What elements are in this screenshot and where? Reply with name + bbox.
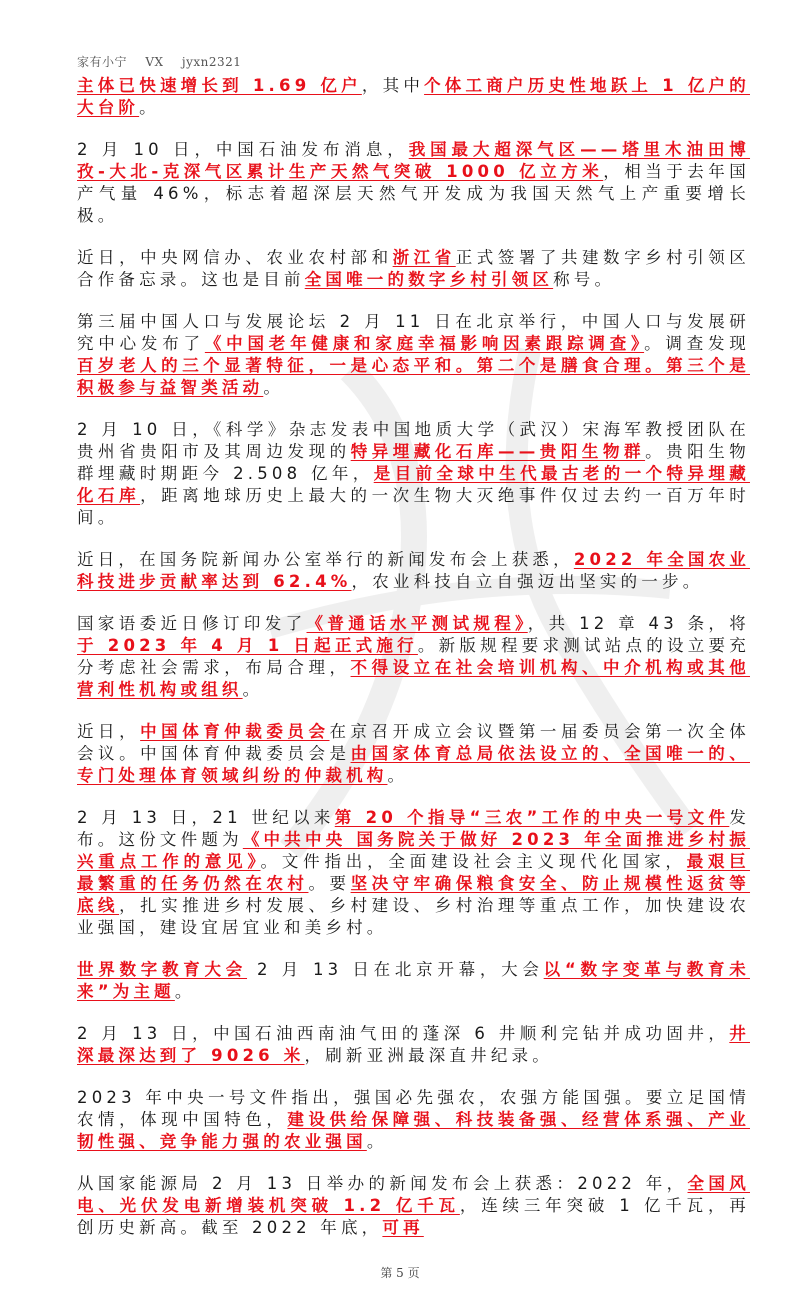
news-paragraph bbox=[77, 549, 750, 593]
highlighted-key-point: 百岁老人的三个显著特征，一是心态平和。第二个是膳食合理。第三个是积极参与益智类活动 bbox=[77, 356, 750, 397]
highlighted-key-point: 于 2023 年 4 月 1 日起正式施行 bbox=[77, 636, 418, 655]
news-paragraph bbox=[77, 419, 750, 529]
paragraph-text: 从国家能源局 2 月 13 日举办的新闻发布会上获悉：2022 年， bbox=[77, 1174, 688, 1193]
news-paragraph bbox=[77, 1173, 750, 1239]
highlighted-key-point: 中国体育仲裁委员会 bbox=[140, 722, 330, 741]
highlighted-key-point: 不得设立在社会培训机构、中介机构或其他营利性机构或组织 bbox=[77, 658, 750, 699]
highlighted-key-point: 《中国老年健康和家庭幸福影响因素跟踪调查》 bbox=[204, 334, 645, 353]
paragraph-text: 发布。这份文件题为 bbox=[77, 808, 751, 849]
news-paragraph bbox=[77, 613, 750, 701]
highlighted-key-point: 第 20 个指导“三农”工作的中央一号文件 bbox=[334, 808, 730, 827]
paragraph-text: 正式签署了共建数字乡村引领区合作备忘录。这也是目前 bbox=[77, 248, 750, 289]
highlighted-key-point: 《中共中央 国务院关于做好 2023 年全面推进乡村振兴重点工作的意见》 bbox=[77, 830, 750, 871]
paragraph-text: 。 bbox=[174, 982, 196, 1001]
paragraph-text: 2023 年中央一号文件指出，强国必先强农，农强方能国强。要立足国情农情，体现中国特色， bbox=[77, 1088, 750, 1129]
highlighted-key-point: 主体已快速增长到 1.69 亿户 bbox=[77, 76, 362, 95]
highlighted-key-point: 井深最深达到了 9026 米 bbox=[77, 1024, 750, 1065]
news-paragraph bbox=[77, 1023, 750, 1067]
highlighted-key-point: 浙江省 bbox=[392, 248, 456, 267]
paragraph-text: ，相当于去年国产气量 46%，标志着超深层天然气开发成为我国天然气上产重要增长极。 bbox=[77, 162, 750, 225]
highlighted-key-point: 全国唯一的数字乡村引领区 bbox=[304, 270, 554, 289]
paragraph-text: 。 bbox=[387, 766, 409, 785]
page-number: 第 5 页 bbox=[380, 1266, 420, 1280]
header-author: 家有小宁 bbox=[77, 55, 128, 69]
highlighted-key-point: 建设供给保障强、科技装备强、经营体系强、产业韧性强、竞争能力强的农业强国 bbox=[77, 1110, 750, 1151]
paragraph-text: 2 月 13 日，21 世纪以来 bbox=[77, 808, 335, 827]
paragraph-text: 2 月 13 日在北京开幕，大会 bbox=[247, 960, 544, 979]
paragraph-text: 。 bbox=[263, 378, 285, 397]
highlighted-key-point: 特异埋藏化石库——贵阳生物群 bbox=[350, 442, 646, 461]
paragraph-text: 2 月 10 日，中国石油发布消息， bbox=[77, 140, 409, 159]
paragraph-text: ，共 12 章 43 条，将 bbox=[527, 614, 750, 633]
paragraph-text: 。调查发现 bbox=[644, 334, 751, 353]
header-vx-label: VX bbox=[145, 55, 164, 69]
highlighted-key-point: 《普通话水平测试规程》 bbox=[306, 614, 528, 633]
highlighted-key-point: 2022 年全国农业科技进步贡献率达到 62.4% bbox=[77, 550, 750, 591]
news-paragraph bbox=[77, 1087, 750, 1153]
news-paragraph bbox=[77, 311, 750, 399]
news-paragraph bbox=[77, 139, 750, 227]
document-body bbox=[77, 75, 750, 1239]
news-paragraph bbox=[77, 807, 750, 939]
paragraph-text: 2 月 10 日，《科学》杂志发表中国地质大学（武汉）宋海军教授团队在贵州省贵阳市及其周边发现的 bbox=[77, 420, 750, 461]
paragraph-text: 称号。 bbox=[553, 270, 616, 289]
paragraph-text: 近日，在国务院新闻办公室举行的新闻发布会上获悉， bbox=[77, 550, 574, 569]
paragraph-text: 近日，中央网信办、农业农村部和 bbox=[77, 248, 393, 267]
highlighted-key-point: 个体工商户历史性地跃上 1 亿户的大台阶 bbox=[77, 76, 750, 117]
paragraph-text: 。新版规程要求测试站点的设立要充分考虑社会需求，布局合理， bbox=[77, 636, 750, 677]
paragraph-text: ，刷新亚洲最深直井纪录。 bbox=[304, 1046, 553, 1065]
highlighted-key-point: 世界数字教育大会 bbox=[77, 960, 248, 979]
highlighted-key-point: 最艰巨最繁重的任务仍然在农村 bbox=[77, 852, 751, 893]
paragraph-text: 。 bbox=[366, 1132, 388, 1151]
paragraph-text: 国家语委近日修订印发了 bbox=[77, 614, 307, 633]
news-paragraph bbox=[77, 959, 750, 1003]
header-vx-id: jyxn2321 bbox=[181, 55, 242, 69]
news-paragraph bbox=[77, 721, 750, 787]
paragraph-text: 。要 bbox=[308, 874, 351, 893]
paragraph-text: ，距离地球历史上最大的一次生物大灭绝事件仅过去约一百万年时间。 bbox=[77, 486, 750, 527]
highlighted-key-point: 以“数字变革与教育未来”为主题 bbox=[77, 960, 750, 1001]
highlighted-key-point: 坚决守牢确保粮食安全、防止规模性返贫等底线 bbox=[77, 874, 751, 915]
paragraph-text: 。 bbox=[139, 98, 160, 117]
paragraph-text: 在京召开成立会议暨第一届委员会第一次全体会议。中国体育仲裁委员会是 bbox=[77, 722, 750, 763]
paragraph-text: 2 月 13 日，中国石油西南油气田的蓬深 6 井顺利完钻并成功固井， bbox=[77, 1024, 730, 1043]
news-paragraph bbox=[77, 75, 750, 119]
page-header bbox=[0, 0, 800, 75]
paragraph-text: ，农业科技自立自强迈出坚实的一步。 bbox=[351, 572, 704, 591]
highlighted-key-point: 我国最大超深气区——塔里木油田博孜-大北-克深气区累计生产天然气突破 1000 亿立方米 bbox=[77, 140, 751, 181]
highlighted-key-point: 可再 bbox=[382, 1218, 424, 1237]
highlighted-key-point: 由国家体育总局依法设立的、全国唯一的、专门处理体育领域纠纷的仲裁机构 bbox=[77, 744, 750, 785]
paragraph-text: ，扎实推进乡村发展、乡村建设、乡村治理等重点工作，加快建设农业强国，建设宜居宜业和美乡村。 bbox=[77, 896, 751, 937]
highlighted-key-point: 全国风电、光伏发电新增装机突破 1.2 亿千瓦 bbox=[77, 1174, 750, 1215]
paragraph-text: 近日， bbox=[77, 722, 141, 741]
paragraph-text: 。 bbox=[242, 680, 264, 699]
paragraph-text: 第三届中国人口与发展论坛 2 月 11 日在北京举行，中国人口与发展研究中心发布了 bbox=[77, 312, 750, 353]
highlighted-key-point: 是目前全球中生代最古老的一个特异埋藏化石库 bbox=[77, 464, 750, 505]
paragraph-text: ，其中 bbox=[361, 76, 425, 95]
paragraph-text: ，连续三年突破 1 亿千瓦，再创历史新高。截至 2022 年底， bbox=[77, 1196, 751, 1237]
paragraph-text: 。贵阳生物群埋藏时期距今 2.508 亿年， bbox=[77, 442, 750, 483]
news-paragraph bbox=[77, 247, 750, 291]
paragraph-text: 。文件指出，全面建设社会主义现代化国家， bbox=[260, 852, 687, 871]
